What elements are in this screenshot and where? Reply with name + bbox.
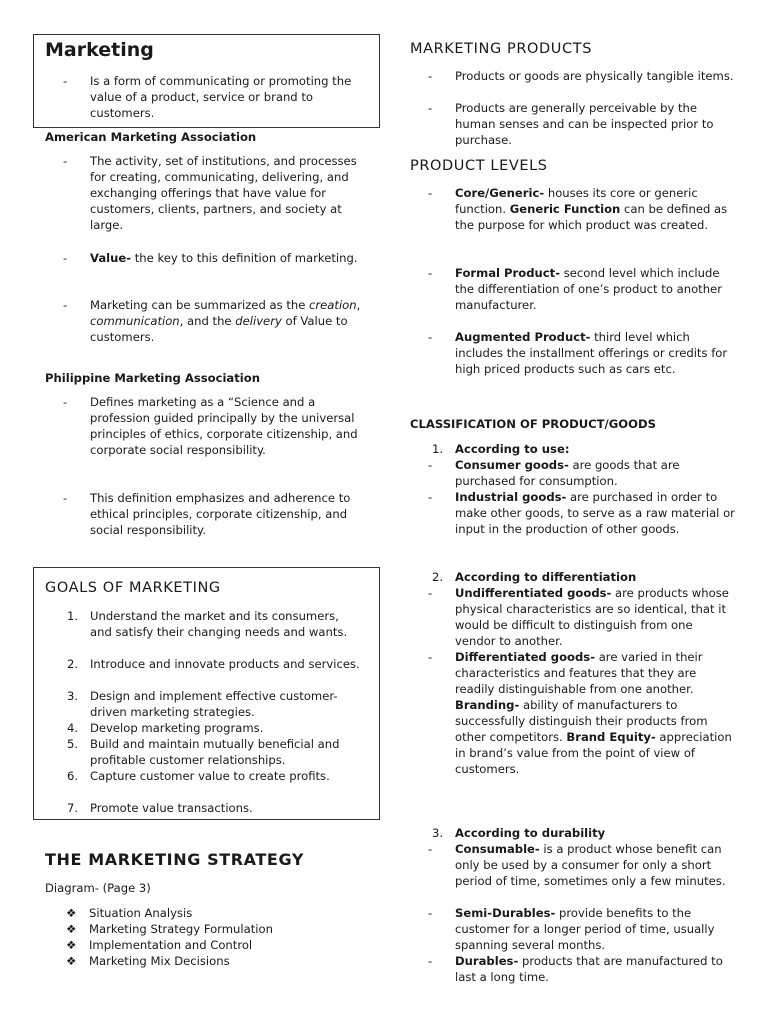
core-term: Core/Generic- [455, 186, 545, 200]
strategy-item [66, 937, 252, 953]
differentiation-heading-text: According to differentiation [455, 570, 637, 584]
bullet-dash: - [63, 154, 68, 168]
level-core-text [455, 185, 736, 233]
generic-term: Generic Function [509, 202, 621, 216]
bullet-dash: - [428, 101, 433, 115]
pma-item-1 [63, 394, 363, 458]
consumable-text [455, 841, 736, 889]
formal-term: Formal Product- [455, 266, 561, 280]
goal-text: Capture customer value to create profits. [90, 769, 330, 783]
use-heading-text: According to use: [455, 442, 570, 456]
goal-text: Design and implement effective customer-driven marketing strategies. [90, 689, 338, 719]
undifferentiated-term: Undifferentiated goods- [455, 586, 612, 600]
text-part: are varied in their characteristics and features that they are readily distinguishable from one another. [455, 650, 703, 696]
text-part: appreciation in brand’s value from the point of view of customers. [455, 730, 732, 776]
ama-heading: American Marketing Association [45, 130, 257, 144]
goal-item [63, 800, 363, 816]
text-part: houses its core or generic function. [455, 186, 698, 216]
bullet-dash: - [428, 650, 433, 664]
products-item-1-text: Products or goods are physically tangible items. [455, 69, 734, 83]
creation-word: creation [309, 298, 357, 312]
durability-heading-text: According to durability [455, 826, 606, 840]
text-part: is a product whose benefit can only be used by a consumer for only a short period of time, sometimes only a few minutes. [455, 842, 726, 888]
diamond-bullet-icon: ❖ [66, 954, 77, 968]
communication-word: communication [90, 314, 180, 328]
text-part: Marketing can be summarized as the [90, 298, 310, 312]
products-title: MARKETING PRODUCTS [410, 41, 592, 57]
consumer-term: Consumer goods- [455, 458, 569, 472]
goal-text: Build and maintain mutually beneficial and profitable customer relationships. [90, 737, 340, 767]
level-augmented [428, 329, 736, 377]
ama-item-1-text: The activity, set of institutions, and processes for creating, communicating, delivering, and exchanging offerings that have value for customers, clients, partners, and society at large. [90, 154, 357, 232]
marketing-definition-text: Is a form of communicating or promoting the value of a product, service or brand to customers. [90, 74, 352, 120]
goal-item [63, 688, 363, 720]
strategy-item [66, 953, 230, 969]
level-core [428, 185, 736, 233]
ama-item-2-text [90, 250, 363, 266]
number: 4. [67, 721, 79, 735]
ama-item-1 [63, 153, 363, 233]
strategy-text: Marketing Strategy Formulation [89, 922, 273, 936]
products-item-1 [428, 68, 736, 84]
strategy-item [66, 905, 192, 921]
products-item-2-text: Products are generally perceivable by the human senses and can be inspected prior to purchase. [455, 101, 714, 147]
strategy-text: Marketing Mix Decisions [89, 954, 230, 968]
goal-text: Develop marketing programs. [90, 721, 264, 735]
classification-title: CLASSIFICATION OF PRODUCT/GOODS [410, 417, 656, 431]
delivery-word: delivery [235, 314, 282, 328]
goal-item [63, 608, 363, 640]
goals-title: GOALS OF MARKETING [45, 580, 221, 596]
augmented-term: Augmented Product- [455, 330, 591, 344]
goal-item [63, 656, 363, 672]
bullet-dash: - [428, 490, 433, 504]
text-part: second level which include the differentiation of one’s product to another manufacturer. [455, 266, 722, 312]
pma-item-2-text: This definition emphasizes and adherence to ethical principles, corporate citizenship, and social responsibility. [90, 491, 351, 537]
pma-item-1-text: Defines marketing as a “Science and a profession guided principally by the universal principles of ethics, corporate citizenship, and corporate social responsibility. [90, 395, 358, 457]
consumer-goods [428, 457, 736, 489]
text-part: , and the [179, 314, 236, 328]
text-part: are purchased in order to make other goods, to serve as a raw material or input in the production of other goods. [455, 490, 735, 536]
consumer-goods-text [455, 457, 736, 489]
differentiated-term: Differentiated goods- [455, 650, 596, 664]
differentiated-goods-text [455, 649, 736, 777]
bullet-dash: - [63, 491, 68, 505]
goal-item [63, 768, 363, 784]
marketing-definition [63, 73, 375, 121]
ama-item-3-text [90, 297, 363, 345]
industrial-goods-text [455, 489, 736, 537]
bullet-dash: - [63, 395, 68, 409]
undifferentiated-goods [428, 585, 736, 649]
products-item-2 [428, 100, 736, 148]
semi-durables-text [455, 905, 736, 953]
durables-text [455, 953, 736, 985]
bullet-dash: - [63, 298, 68, 312]
text-part: third level which includes the installment offerings or credits for high priced products such as cars etc. [455, 330, 728, 376]
number: 1. [432, 442, 444, 456]
bullet-dash: - [428, 266, 433, 280]
text-part: provide benefits to the customer for a longer period of time, usually spanning several months. [455, 906, 715, 952]
level-formal [428, 265, 736, 313]
differentiated-goods [428, 649, 736, 777]
consumable-item [428, 841, 736, 889]
number: 2. [67, 657, 79, 671]
number: 2. [432, 570, 444, 584]
durables-item [428, 953, 736, 985]
bullet-dash: - [428, 842, 433, 856]
durables-term: Durables- [455, 954, 519, 968]
level-augmented-text [455, 329, 736, 377]
pma-heading: Philippine Marketing Association [45, 371, 260, 385]
semi-durables-term: Semi-Durables- [455, 906, 556, 920]
bullet-dash: - [428, 906, 433, 920]
text-part: products that are manufactured to last a long time. [455, 954, 723, 984]
bullet-dash: - [63, 251, 68, 265]
number: 6. [67, 769, 79, 783]
text-part: are products whose physical characteristics are so identical, that it would be difficult to distinguish from one vendor to another. [455, 586, 729, 648]
number: 3. [432, 826, 444, 840]
use-heading [428, 441, 736, 457]
bullet-dash: - [428, 458, 433, 472]
text-part: of Value to customers. [90, 314, 348, 344]
semi-durables-item [428, 905, 736, 953]
ama-item-2 [63, 250, 363, 266]
bullet-dash: - [428, 186, 433, 200]
goal-item [63, 720, 363, 736]
brand-equity-term: Brand Equity- [566, 730, 656, 744]
industrial-goods [428, 489, 736, 537]
goal-text: Understand the market and its consumers, and satisfy their changing needs and wants. [90, 609, 348, 639]
durability-heading [428, 825, 736, 841]
value-text: the key to this definition of marketing. [131, 251, 358, 265]
strategy-title: THE MARKETING STRATEGY [45, 850, 305, 869]
diagram-reference: Diagram- (Page 3) [45, 881, 151, 895]
bullet-dash: - [428, 330, 433, 344]
marketing-title: Marketing [45, 39, 154, 61]
ama-item-3 [63, 297, 363, 345]
consumable-term: Consumable- [455, 842, 540, 856]
bullet-dash: - [428, 586, 433, 600]
bullet-dash: - [428, 69, 433, 83]
diamond-bullet-icon: ❖ [66, 938, 77, 952]
goal-text: Introduce and innovate products and services. [90, 657, 360, 671]
industrial-term: Industrial goods- [455, 490, 567, 504]
diamond-bullet-icon: ❖ [66, 906, 77, 920]
number: 7. [67, 801, 79, 815]
text-part: are goods that are purchased for consumption. [455, 458, 680, 488]
diamond-bullet-icon: ❖ [66, 922, 77, 936]
goal-text: Promote value transactions. [90, 801, 253, 815]
level-formal-text [455, 265, 736, 313]
number: 1. [67, 609, 79, 623]
text-part: , [356, 298, 361, 312]
text-part: can be defined as the purpose for which product was created. [455, 202, 728, 232]
goal-item [63, 736, 363, 768]
text-part: ability of manufacturers to successfully distinguish their products from other competitors. [455, 698, 708, 744]
levels-title: PRODUCT LEVELS [410, 158, 548, 174]
branding-term: Branding- [455, 698, 520, 712]
strategy-text: Situation Analysis [89, 906, 193, 920]
pma-item-2 [63, 490, 363, 538]
differentiation-heading [428, 569, 736, 585]
bullet-dash: - [63, 74, 68, 88]
strategy-text: Implementation and Control [89, 938, 253, 952]
undifferentiated-goods-text [455, 585, 736, 649]
number: 5. [67, 737, 79, 751]
bullet-dash: - [428, 954, 433, 968]
strategy-item [66, 921, 273, 937]
value-term: Value- [90, 251, 132, 265]
number: 3. [67, 689, 79, 703]
